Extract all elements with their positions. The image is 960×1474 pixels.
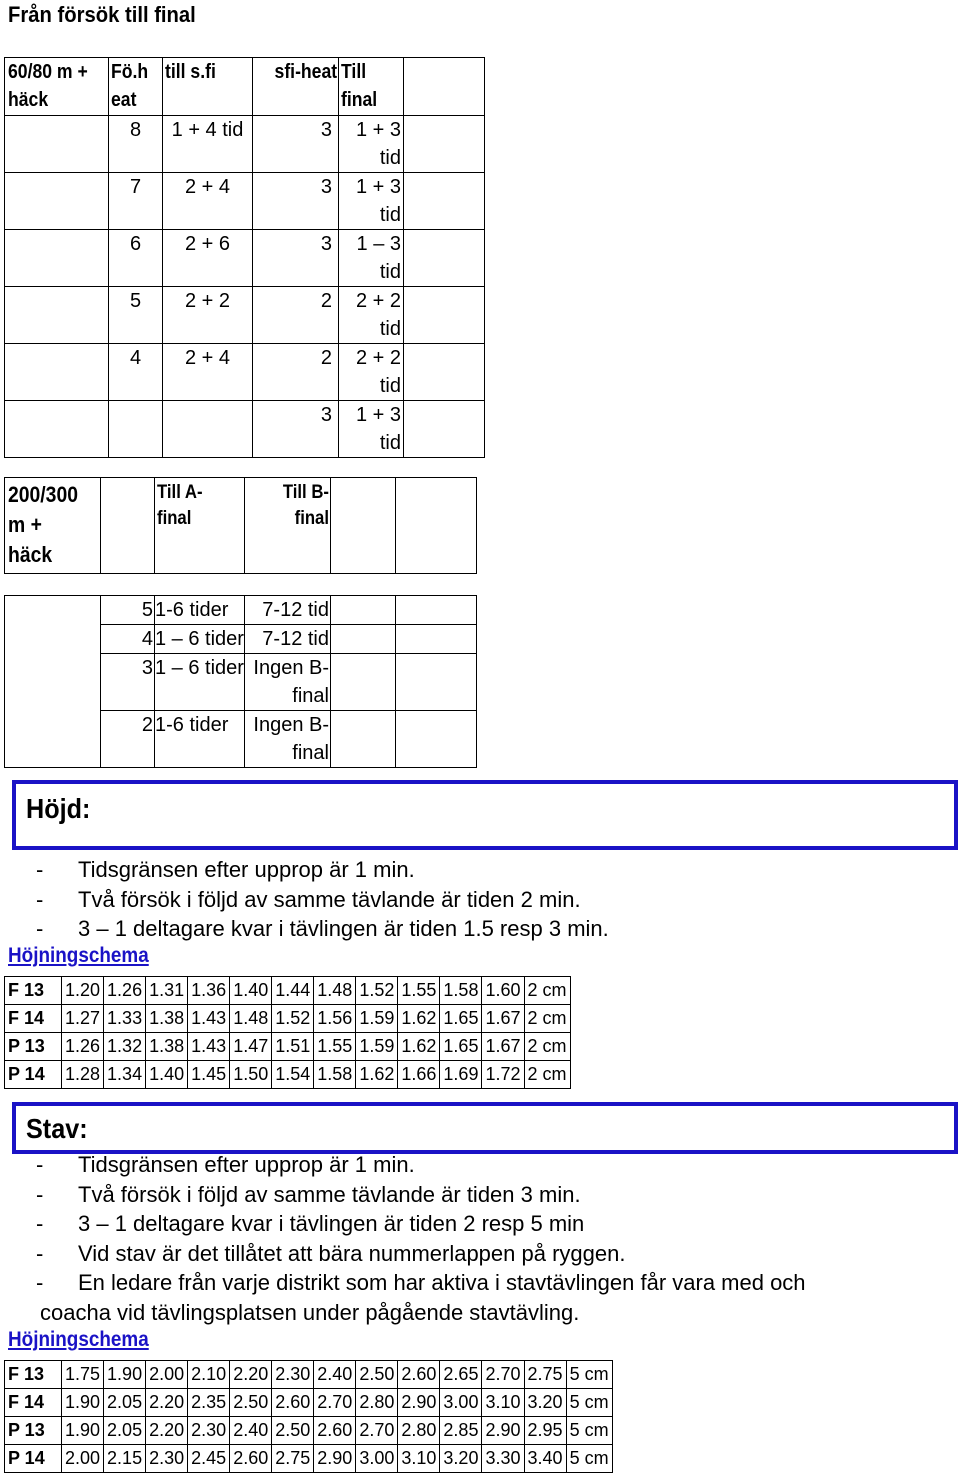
table-row (5, 977, 571, 1005)
semifinal-heats: 3 (253, 401, 339, 458)
list-item: - Tidsgränsen efter upprop är 1 min. (40, 855, 609, 885)
height-value: 1.58 (314, 1061, 356, 1089)
step-value: 2 cm (524, 977, 570, 1005)
semifinal-heats: 3 (253, 230, 339, 287)
table-row (5, 1389, 613, 1417)
rule-text: Tidsgränsen efter upprop är 1 min. (78, 857, 415, 882)
final-rule: 2 + 2 tid (339, 287, 404, 344)
sprint-qualification-table (4, 57, 485, 458)
table-row (5, 654, 477, 711)
height-value: 3.20 (524, 1389, 566, 1417)
height-value: 1.48 (314, 977, 356, 1005)
heat-header: Fö.heat (111, 61, 149, 111)
final-rule: 1 + 3 tid (339, 116, 404, 173)
stav-heading-box (12, 1102, 958, 1154)
height-value: 1.67 (482, 1005, 524, 1033)
long-sprint-table (4, 595, 477, 768)
heat-count: 6 (109, 230, 163, 287)
height-value: 1.55 (314, 1033, 356, 1061)
table-row (5, 625, 477, 654)
height-value: 1.20 (62, 977, 104, 1005)
height-value: 1.66 (398, 1061, 440, 1089)
list-item: - Vid stav är det tillåtet att bära nummerlappen på ryggen. (40, 1239, 806, 1269)
height-value: 2.70 (356, 1417, 398, 1445)
height-value: 1.65 (440, 1033, 482, 1061)
hojd-height-schedule-table (4, 976, 571, 1089)
table-row (5, 401, 485, 458)
step-value: 5 cm (566, 1361, 612, 1389)
height-value: 1.67 (482, 1033, 524, 1061)
rule-text: coacha vid tävlingsplatsen under pågående stavtävling. (40, 1299, 580, 1325)
rule-text: Tidsgränsen efter upprop är 1 min. (78, 1152, 415, 1177)
final-rule: 1 + 3 tid (339, 401, 404, 458)
final-rule: 2 + 2 tid (339, 344, 404, 401)
height-value: 1.38 (146, 1005, 188, 1033)
height-value: 1.59 (356, 1033, 398, 1061)
stav-height-schedule-table (4, 1360, 613, 1473)
height-value: 2.90 (314, 1445, 356, 1473)
height-value: 1.26 (62, 1033, 104, 1061)
rule-text: 3 – 1 deltagare kvar i tävlingen är tiden 1.5 resp 3 min. (78, 916, 609, 941)
a-final-rule: 1 – 6 tider (155, 625, 245, 654)
height-value: 1.51 (272, 1033, 314, 1061)
group-label: P 14 (5, 1061, 62, 1089)
list-item-continuation (40, 1298, 806, 1328)
height-value: 1.90 (62, 1389, 104, 1417)
list-item: - Två försök i följd av samme tävlande är tiden 3 min. (40, 1180, 806, 1210)
stav-rules (36, 1150, 806, 1327)
height-value: 2.50 (230, 1389, 272, 1417)
a-final-rule: 1 – 6 tider (155, 654, 245, 711)
height-value: 1.48 (230, 1005, 272, 1033)
height-value: 1.45 (188, 1061, 230, 1089)
height-value: 1.26 (104, 977, 146, 1005)
height-value: 1.52 (272, 1005, 314, 1033)
table-row (5, 1445, 613, 1473)
height-value: 2.20 (146, 1417, 188, 1445)
advance-rule: 2 + 4 (163, 344, 253, 401)
height-value: 1.69 (440, 1061, 482, 1089)
table-row (5, 1417, 613, 1445)
height-value: 3.40 (524, 1445, 566, 1473)
height-value: 2.30 (188, 1417, 230, 1445)
height-value: 1.55 (398, 977, 440, 1005)
height-value: 2.05 (104, 1389, 146, 1417)
list-item: - 3 – 1 deltagare kvar i tävlingen är tiden 1.5 resp 3 min. (40, 914, 609, 944)
table-row (5, 711, 477, 768)
stav-schema-title: Höjningschema (8, 1328, 149, 1351)
height-value: 1.54 (272, 1061, 314, 1089)
step-value: 5 cm (566, 1389, 612, 1417)
heat-count: 4 (109, 344, 163, 401)
group-label: P 13 (5, 1417, 62, 1445)
heat-count: 5 (101, 596, 155, 625)
rule-text: Vid stav är det tillåtet att bära nummerlappen på ryggen. (78, 1240, 626, 1266)
height-value: 2.45 (188, 1445, 230, 1473)
group-label: F 14 (5, 1005, 62, 1033)
semifinal-heats: 3 (253, 173, 339, 230)
list-item: - En ledare från varje distrikt som har aktiva i stavtävlingen får vara med och (40, 1268, 806, 1298)
hojd-schema-title: Höjningschema (8, 944, 149, 967)
to-semifinal-header: till s.fi (165, 61, 216, 83)
step-value: 2 cm (524, 1005, 570, 1033)
rule-text: En ledare från varje distrikt som har aktiva i stavtävlingen får vara med och (78, 1270, 806, 1295)
height-value: 2.65 (440, 1361, 482, 1389)
height-value: 1.32 (104, 1033, 146, 1061)
height-value: 2.70 (482, 1361, 524, 1389)
heat-count: 7 (109, 173, 163, 230)
height-value: 2.00 (62, 1445, 104, 1473)
step-value: 5 cm (566, 1417, 612, 1445)
table-row (5, 344, 485, 401)
advance-rule: 2 + 2 (163, 287, 253, 344)
height-value: 3.10 (482, 1389, 524, 1417)
height-value: 2.60 (272, 1389, 314, 1417)
table-row (5, 287, 485, 344)
height-value: 1.58 (440, 977, 482, 1005)
height-value: 1.56 (314, 1005, 356, 1033)
height-value: 1.40 (230, 977, 272, 1005)
table-row (5, 1361, 613, 1389)
table-row (5, 230, 485, 287)
advance-rule: 2 + 4 (163, 173, 253, 230)
group-label: P 14 (5, 1445, 62, 1473)
height-value: 2.20 (230, 1361, 272, 1389)
group-label: F 13 (5, 1361, 62, 1389)
height-value: 2.00 (146, 1361, 188, 1389)
semifinal-heat-header: sfi-heat (274, 61, 337, 83)
height-value: 2.80 (398, 1417, 440, 1445)
height-value: 2.50 (272, 1417, 314, 1445)
to-final-header: Till final (341, 61, 378, 111)
advance-rule: 2 + 6 (163, 230, 253, 287)
semifinal-heats: 2 (253, 344, 339, 401)
semifinal-heats: 2 (253, 287, 339, 344)
height-value: 2.90 (398, 1389, 440, 1417)
a-final-rule: 1-6 tider (155, 711, 245, 768)
list-item: - Två försök i följd av samme tävlande är tiden 2 min. (40, 885, 609, 915)
group-label: P 13 (5, 1033, 62, 1061)
height-value: 2.75 (272, 1445, 314, 1473)
height-value: 1.72 (482, 1061, 524, 1089)
height-value: 2.85 (440, 1417, 482, 1445)
height-value: 2.35 (188, 1389, 230, 1417)
height-value: 2.10 (188, 1361, 230, 1389)
height-value: 1.33 (104, 1005, 146, 1033)
height-value: 1.43 (188, 1033, 230, 1061)
heat-count: 8 (109, 116, 163, 173)
height-value: 1.40 (146, 1061, 188, 1089)
step-value: 2 cm (524, 1061, 570, 1089)
height-value: 2.95 (524, 1417, 566, 1445)
height-value: 1.60 (482, 977, 524, 1005)
heat-count: 4 (101, 625, 155, 654)
a-final-rule: 1-6 tider (155, 596, 245, 625)
list-item: - 3 – 1 deltagare kvar i tävlingen är tiden 2 resp 5 min (40, 1209, 806, 1239)
long-sprint-header-table (4, 477, 477, 574)
height-value: 1.47 (230, 1033, 272, 1061)
height-value: 2.50 (356, 1361, 398, 1389)
step-value: 2 cm (524, 1033, 570, 1061)
a-final-header: Till A-final (157, 482, 203, 529)
table-header-row (5, 58, 485, 116)
hojd-heading-box (12, 780, 958, 850)
group-label: F 13 (5, 977, 62, 1005)
semifinal-heats: 3 (253, 116, 339, 173)
height-value: 2.15 (104, 1445, 146, 1473)
heat-count: 3 (101, 654, 155, 711)
table-row (5, 1061, 571, 1089)
height-value: 2.40 (314, 1361, 356, 1389)
height-value: 3.30 (482, 1445, 524, 1473)
height-value: 1.28 (62, 1061, 104, 1089)
rule-text: Två försök i följd av samme tävlande är tiden 2 min. (78, 886, 581, 912)
height-value: 1.50 (230, 1061, 272, 1089)
b-final-header: Till B-final (282, 482, 329, 529)
height-value: 2.60 (314, 1417, 356, 1445)
final-rule: 1 + 3 tid (339, 173, 404, 230)
height-value: 1.62 (356, 1061, 398, 1089)
table-row (5, 1005, 571, 1033)
height-value: 2.75 (524, 1361, 566, 1389)
rule-text: Två försök i följd av samme tävlande är tiden 3 min. (78, 1181, 581, 1207)
height-value: 2.05 (104, 1417, 146, 1445)
height-value: 1.34 (104, 1061, 146, 1089)
height-value: 3.20 (440, 1445, 482, 1473)
height-value: 2.80 (356, 1389, 398, 1417)
height-value: 2.60 (230, 1445, 272, 1473)
height-value: 1.27 (62, 1005, 104, 1033)
height-value: 1.90 (62, 1417, 104, 1445)
table-row (5, 116, 485, 173)
height-value: 1.62 (398, 1005, 440, 1033)
height-value: 1.44 (272, 977, 314, 1005)
hojd-heading: Höjd: (26, 793, 91, 824)
height-value: 3.10 (398, 1445, 440, 1473)
height-value: 2.20 (146, 1389, 188, 1417)
event-header: 60/80 m + häck (8, 61, 88, 111)
height-value: 2.30 (146, 1445, 188, 1473)
height-value: 2.60 (398, 1361, 440, 1389)
height-value: 2.40 (230, 1417, 272, 1445)
height-value: 1.90 (104, 1361, 146, 1389)
height-value: 1.31 (146, 977, 188, 1005)
list-item: - Tidsgränsen efter upprop är 1 min. (40, 1150, 806, 1180)
height-value: 2.70 (314, 1389, 356, 1417)
group-label: F 14 (5, 1389, 62, 1417)
height-value: 1.38 (146, 1033, 188, 1061)
b-final-rule: Ingen B-final (245, 654, 331, 711)
height-value: 1.36 (188, 977, 230, 1005)
height-value: 3.00 (440, 1389, 482, 1417)
b-final-rule: 7-12 tid (245, 625, 331, 654)
table-row (5, 1033, 571, 1061)
height-value: 1.75 (62, 1361, 104, 1389)
hojd-rules (36, 855, 609, 944)
table-row (5, 596, 477, 625)
height-value: 1.52 (356, 977, 398, 1005)
table-row (5, 173, 485, 230)
heat-count: 2 (101, 711, 155, 768)
advance-rule: 1 + 4 tid (163, 116, 253, 173)
b-final-rule: 7-12 tid (245, 596, 331, 625)
rule-text: 3 – 1 deltagare kvar i tävlingen är tiden 2 resp 5 min (78, 1211, 585, 1236)
height-value: 1.62 (398, 1033, 440, 1061)
heat-count (109, 401, 163, 458)
height-value: 1.65 (440, 1005, 482, 1033)
height-value: 1.43 (188, 1005, 230, 1033)
height-value: 1.59 (356, 1005, 398, 1033)
b-final-rule: Ingen B-final (245, 711, 331, 768)
height-value: 2.30 (272, 1361, 314, 1389)
step-value: 5 cm (566, 1445, 612, 1473)
final-rule: 1 – 3 tid (339, 230, 404, 287)
heat-count: 5 (109, 287, 163, 344)
height-value: 2.90 (482, 1417, 524, 1445)
advance-rule (163, 401, 253, 458)
page-title: Från försök till final (8, 2, 196, 27)
event-header: 200/300 m + häck (8, 482, 78, 567)
height-value: 3.00 (356, 1445, 398, 1473)
stav-heading: Stav: (26, 1113, 88, 1144)
